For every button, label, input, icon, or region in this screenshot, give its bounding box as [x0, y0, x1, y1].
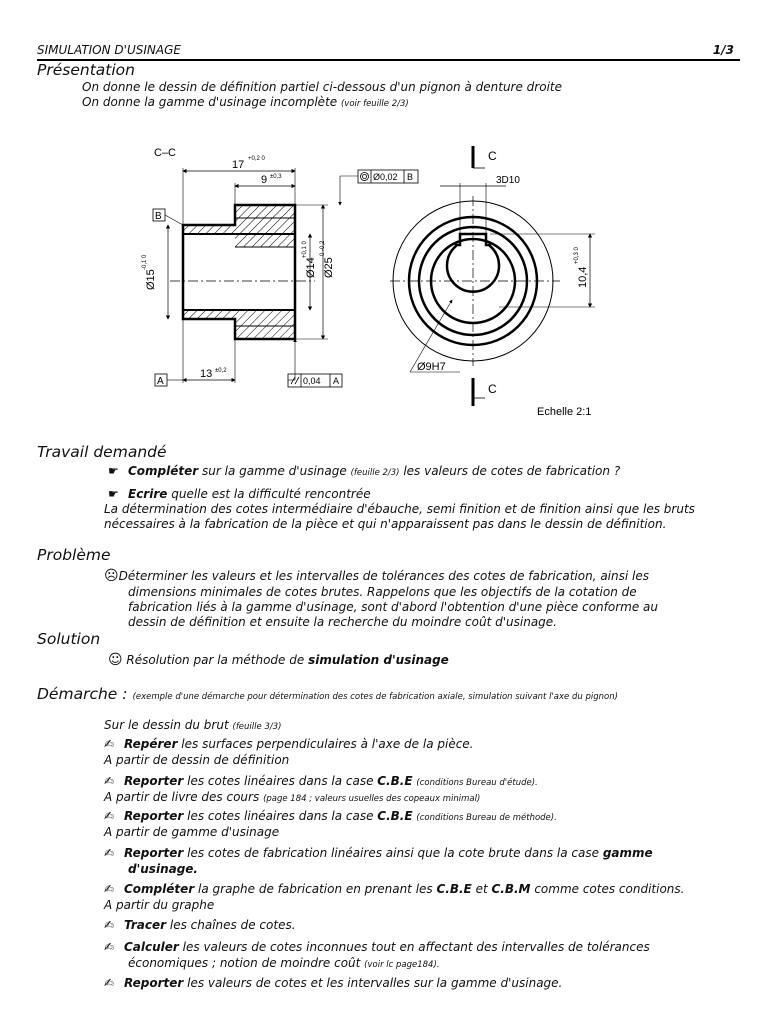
travail-item-2-text: quelle est la difficulté rencontrée [167, 487, 371, 501]
travail-item-1 [108, 464, 620, 481]
from-2-note: (page 184 ; valeurs usuelles des copeaux minimal) [263, 794, 481, 804]
presentation-line-2-ref: (voir feuille 2/3) [340, 99, 409, 109]
tol-15: -0,1 0 [142, 254, 148, 270]
demarche-intro-ref: (feuille 3/3) [232, 722, 282, 732]
step-4-line-2 [128, 862, 198, 877]
presentation-line-1: On donne le dessin de définition partiel ci-dessous d'un pignon à denture droite [82, 80, 562, 94]
probleme-line-2: dimensions minimales de cotes brutes. Rappelons que les objectifs de la cotation de [128, 585, 637, 599]
concentricity-frame [340, 170, 418, 205]
tol-14: +0,1 0 [302, 241, 308, 258]
parallelism-frame [288, 339, 342, 387]
demarche-header [37, 684, 618, 703]
step-5-et: et [471, 882, 492, 896]
step-3 [104, 809, 557, 826]
page-header [37, 43, 740, 57]
probleme-text-1: Déterminer les valeurs et les intervalles de tolérances des cotes de fabrication, ainsi les [118, 569, 649, 583]
step-2-bold: Reporter [124, 774, 184, 788]
probleme-line-4: dessin de définition et ensuite la recherche du moindre coût d'usinage. [128, 615, 557, 629]
step-1-text: les surfaces perpendiculaires à l'axe de la pièce. [177, 737, 474, 751]
section-view [142, 147, 418, 387]
step-6 [104, 918, 296, 933]
from-4: A partir du graphe [104, 898, 215, 912]
solution-text: Résolution par la méthode de [122, 653, 309, 667]
probleme-line-3: fabrication liés à la gamme d'usinage, sont d'abord l'obtention d'une pièce conforme au [128, 600, 658, 614]
dia-25: Ø25 [323, 257, 335, 278]
step-7-text: les valeurs de cotes inconnues tout en affectant des intervalles de tolérances [178, 940, 650, 954]
step-5-text: la graphe de fabrication en prenant les [194, 882, 437, 896]
tol-25: 0 -0,2 [320, 240, 326, 256]
tol-9: ±0,3 [270, 174, 282, 180]
step-7-line-2 [128, 956, 440, 973]
step-1 [104, 737, 474, 752]
demarche-intro [104, 718, 281, 735]
sad-face-icon: ☹ [104, 568, 119, 584]
datum-b: B [155, 211, 162, 222]
travail-item-2 [108, 487, 371, 502]
step-4-text: les cotes de fabrication linéaires ainsi que la cote brute dans la case [183, 846, 603, 860]
parallel-ref: A [333, 376, 340, 386]
presentation-line-2 [82, 95, 409, 112]
keyway-width: 3D10 [496, 175, 520, 186]
step-6-text: les chaînes de cotes. [166, 918, 296, 932]
hatch-gear-top [235, 205, 295, 234]
step-2-text: les cotes linéaires dans la case [183, 774, 378, 788]
dim-17: 17 [232, 159, 245, 171]
section-label: C–C [154, 147, 177, 159]
tol-keyway-depth: +0,3 0 [574, 247, 580, 264]
cut-c-top: C [488, 149, 497, 163]
demarche-heading: Démarche : [37, 685, 128, 703]
smiley-icon: ☺ [108, 652, 123, 668]
hatch-keyway [235, 234, 295, 247]
demarche-intro-text: Sur le dessin du brut [104, 718, 229, 732]
scale-label: Echelle 2:1 [537, 406, 592, 418]
parallel-icon [291, 377, 295, 384]
keyway-depth: 10,4 [577, 266, 589, 288]
step-2-box: C.B.E [377, 774, 413, 788]
tol-17: +0,2 0 [248, 156, 265, 162]
step-5-bold: Compléter [124, 882, 195, 896]
presentation-line-2-text: On donne la gamme d'usinage incomplète [82, 95, 338, 109]
header-title: SIMULATION D'USINAGE [37, 43, 181, 57]
travail-item-1-bold: Compléter [128, 464, 199, 478]
step-3-bold: Reporter [124, 809, 184, 823]
from-1: A partir de dessin de définition [104, 753, 290, 767]
front-view [390, 146, 595, 418]
step-6-bold: Tracer [124, 918, 167, 932]
dia-14: Ø14 [305, 257, 317, 278]
hatch-hub-top [183, 225, 235, 234]
travail-item-1-end: les valeurs de cotes de fabrication ? [399, 464, 621, 478]
tol-13: ±0,2 [215, 368, 227, 374]
solution-line [108, 653, 449, 668]
writing-hand-icon: ✍ [104, 774, 115, 788]
step-2-note: (conditions Bureau d'étude). [416, 778, 538, 788]
writing-hand-icon: ✍ [104, 846, 115, 860]
parallel-value: 0,04 [303, 376, 321, 386]
dia-15: Ø15 [145, 269, 157, 290]
travail-heading: Travail demandé [37, 443, 167, 461]
concentricity-ref: B [407, 172, 414, 182]
solution-bold: simulation d'usinage [308, 653, 449, 667]
from-3: A partir de gamme d'usinage [104, 825, 280, 839]
step-4 [104, 846, 653, 861]
cut-c-bottom: C [488, 382, 497, 396]
bore-dia: Ø9H7 [417, 361, 446, 373]
hatch-hub-bottom [183, 310, 235, 319]
step-4-bold-2: gamme [602, 846, 653, 860]
travail-paragraph: La détermination des cotes intermédiaire d'ébauche, semi finition et de finition ainsi que les bruts nécessaires à la fabrication de la pièce et qui n'apparaissent pas dans le dessin de définition. [104, 502, 695, 531]
probleme-heading: Problème [37, 546, 111, 564]
travail-item-2-bold: Ecrire [128, 487, 168, 501]
travail-item-1-text: sur la gamme d'usinage [198, 464, 351, 478]
demarche-note: (exemple d'une démarche pour détermination des cotes de fabrication axiale, simulation suivant l'axe du pignon) [132, 692, 618, 702]
writing-hand-icon: ✍ [104, 976, 115, 990]
step-5 [104, 882, 684, 897]
dim-9: 9 [261, 174, 268, 186]
from-2-text: A partir de livre des cours [104, 790, 260, 804]
step-5-end: comme cotes conditions. [530, 882, 685, 896]
step-7-line-2-text: économiques ; notion de moindre coût [128, 956, 365, 970]
concentricity-value: Ø0,02 [373, 172, 398, 182]
step-3-text: les cotes linéaires dans la case [183, 809, 378, 823]
step-1-bold: Repérer [124, 737, 178, 751]
dim-13: 13 [200, 368, 213, 380]
from-2 [104, 790, 480, 807]
step-4-bold-3: d'usinage. [128, 862, 198, 876]
header-rule [37, 59, 740, 61]
step-2 [104, 774, 538, 791]
step-8-bold: Reporter [124, 976, 184, 990]
step-7-bold: Calculer [124, 940, 179, 954]
writing-hand-icon: ✍ [104, 882, 115, 896]
page-number: 1/3 [712, 43, 734, 57]
step-5-cbe: C.B.E [436, 882, 472, 896]
step-8-text: les valeurs de cotes et les intervalles sur la gamme d'usinage. [183, 976, 563, 990]
hatch-gear-bottom [235, 310, 295, 339]
writing-hand-icon: ✍ [104, 737, 115, 751]
presentation-heading: Présentation [37, 61, 135, 79]
step-5-cbm: C.B.M [491, 882, 531, 896]
step-7 [104, 940, 650, 955]
step-8 [104, 976, 562, 991]
probleme-line-1 [104, 569, 649, 584]
concentricity-icon [361, 173, 369, 181]
pointing-hand-icon: ☛ [108, 487, 119, 501]
writing-hand-icon: ✍ [104, 809, 115, 823]
step-3-box: C.B.E [377, 809, 413, 823]
datum-a: A [157, 376, 164, 387]
solution-heading: Solution [37, 630, 101, 648]
technical-drawing [140, 138, 640, 423]
step-3-note: (conditions Bureau de méthode). [416, 813, 557, 823]
writing-hand-icon: ✍ [104, 940, 115, 954]
travail-item-1-ref: (feuille 2/3) [350, 468, 400, 478]
writing-hand-icon: ✍ [104, 918, 115, 932]
step-7-note: (voir lc page184). [364, 960, 440, 970]
step-4-bold: Reporter [124, 846, 184, 860]
pointing-hand-icon: ☛ [108, 464, 119, 478]
